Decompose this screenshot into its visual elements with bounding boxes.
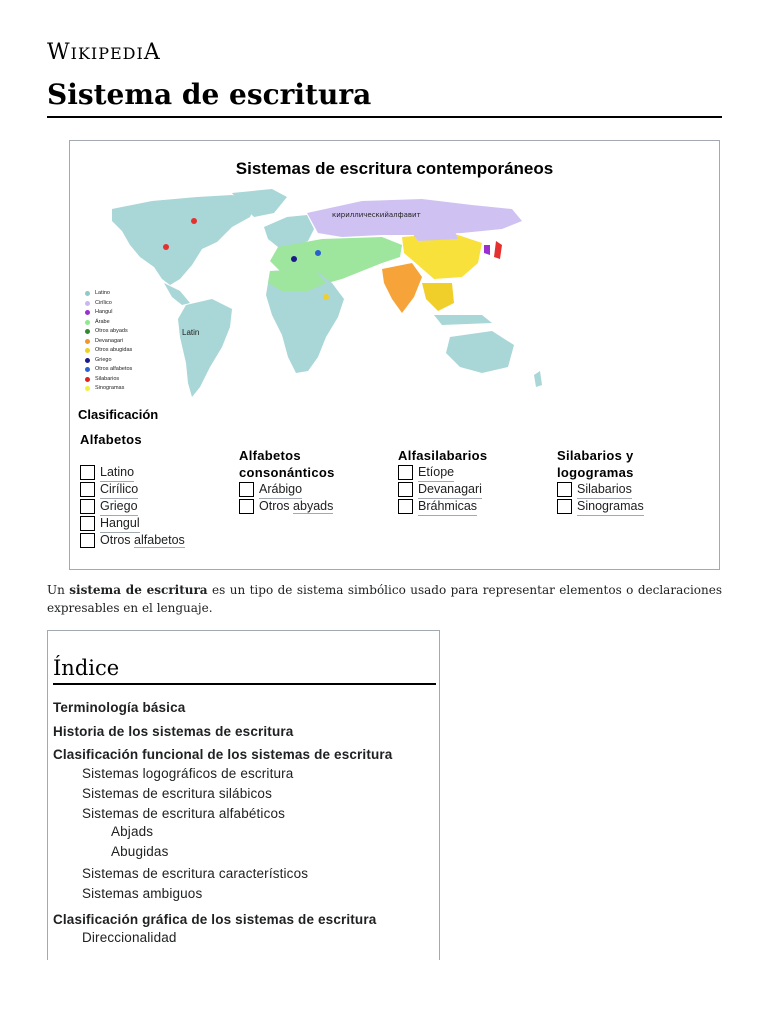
link-hangul[interactable]: Hangul: [100, 515, 140, 533]
legend-label: Otros abyads: [95, 328, 128, 334]
legend-label: Otros abugidas: [95, 347, 133, 353]
toc-item[interactable]: Terminología básica: [53, 700, 186, 715]
legend-swatch: [85, 301, 90, 306]
legend-label: Devanagari: [95, 337, 124, 344]
toc-divider: [53, 683, 436, 685]
toc-title: Índice: [53, 656, 120, 680]
legend-label: Silabarios: [95, 375, 120, 382]
link-otros-alfabetos[interactable]: alfabetos: [134, 533, 185, 547]
otros-prefix: Otros: [259, 499, 294, 513]
toc-item[interactable]: Abugidas: [111, 844, 169, 859]
legend-swatch: [85, 310, 90, 315]
legend-item: [84, 299, 164, 309]
map-label-cyrillic: кириллическийалфавит: [332, 211, 421, 219]
legend-label: Latino: [95, 290, 110, 296]
legend-swatch: [85, 386, 90, 391]
column-heading: Alfabetos: [80, 432, 142, 447]
link-devanagari[interactable]: Devanagari: [418, 481, 482, 499]
legend-label: Griego: [95, 356, 112, 363]
link-arabigo[interactable]: Arábigo: [259, 481, 302, 499]
checkbox-griego[interactable]: [80, 499, 95, 514]
checkbox-otros-abyads[interactable]: [239, 499, 254, 514]
map-canada-dot: [191, 218, 197, 224]
legend-item: [84, 356, 164, 366]
legend-item: [84, 289, 164, 299]
toc-item[interactable]: Historia de los sistemas de escritura: [53, 724, 294, 739]
table-of-contents: [47, 630, 440, 960]
checkbox-latino[interactable]: [80, 465, 95, 480]
link-etiope[interactable]: Etíope: [418, 464, 454, 482]
page-title: Sistema de escritura: [47, 78, 372, 111]
link-silabarios[interactable]: Silabarios: [577, 481, 632, 499]
intro-bold-term: sistema de escritura: [69, 583, 208, 597]
link-brahmicas[interactable]: Bráhmicas: [418, 498, 477, 516]
checkbox-silabarios[interactable]: [557, 482, 572, 497]
legend-swatch: [85, 358, 90, 363]
map-indonesia: [434, 315, 492, 325]
checkbox-otros-alfabetos[interactable]: [80, 533, 95, 548]
link-cirilico[interactable]: Cirílico: [100, 481, 138, 499]
legend-swatch: [85, 339, 90, 344]
map-armenia-dot: [315, 250, 321, 256]
column-heading-line1: Alfabetos: [239, 448, 301, 463]
legend-label: Hangul: [95, 309, 113, 315]
infobox: [69, 140, 720, 570]
toc-item[interactable]: Sistemas ambiguos: [82, 886, 203, 901]
map-cherokee-dot: [163, 244, 169, 250]
toc-item[interactable]: Clasificación funcional de los sistemas de escritura: [53, 747, 393, 762]
column-alfasilabarios: [398, 447, 487, 515]
legend-item: [84, 365, 164, 375]
column-heading: Alfasilabarios: [398, 448, 488, 463]
checkbox-etiope[interactable]: [398, 465, 413, 480]
legend-item: [84, 327, 164, 337]
logo-a: A: [143, 40, 161, 65]
map-north-america: [112, 195, 257, 285]
legend-swatch: [85, 377, 90, 382]
intro-paragraph: [47, 581, 722, 617]
map-ethiopia-dot: [323, 294, 329, 300]
link-otros-abyads[interactable]: abyads: [293, 499, 334, 513]
toc-item[interactable]: Sistemas de escritura característicos: [82, 866, 309, 881]
legend-label: Sinogramas: [95, 385, 125, 391]
legend-item: [84, 346, 164, 356]
wikipedia-logo[interactable]: [47, 40, 161, 65]
map-southeast-asia: [422, 283, 454, 311]
legend-swatch: [85, 320, 90, 325]
legend-item: [84, 375, 164, 385]
checkbox-sinogramas[interactable]: [557, 499, 572, 514]
map-label-latin: Latin: [182, 328, 200, 337]
map-new-zealand: [534, 371, 542, 387]
map-korea: [484, 245, 490, 255]
map-south-america: [178, 299, 232, 397]
column-heading-line1: Silabarios y: [557, 448, 634, 463]
column-silabarios-logogramas: [557, 447, 644, 515]
toc-item[interactable]: Sistemas logográficos de escritura: [82, 766, 294, 781]
checkbox-hangul[interactable]: [80, 516, 95, 531]
map-japan: [494, 241, 502, 259]
legend-swatch: [85, 367, 90, 372]
logo-w: W: [47, 40, 71, 65]
toc-item[interactable]: Direccionalidad: [82, 930, 177, 945]
intro-prefix: Un: [47, 583, 70, 597]
map-india: [382, 263, 422, 313]
legend-label: Cirílico: [95, 299, 112, 306]
column-alfabetos: [80, 431, 185, 549]
otros-abyads-label: [259, 498, 333, 515]
legend-label: Otros alfabetos: [95, 366, 133, 372]
checkbox-arabigo[interactable]: [239, 482, 254, 497]
toc-item[interactable]: Clasificación gráfica de los sistemas de escritura: [53, 912, 377, 927]
legend-item: [84, 318, 164, 328]
intro-suffix: es un tipo de sistema simbólico usado para representar elementos o declaraciones expresables en el lenguaje.: [47, 583, 722, 615]
legend-swatch: [85, 291, 90, 296]
legend-swatch: [85, 348, 90, 353]
checkbox-devanagari[interactable]: [398, 482, 413, 497]
toc-item[interactable]: Sistemas de escritura silábicos: [82, 786, 272, 801]
title-divider: [47, 116, 722, 118]
classification-heading: Clasificación: [78, 407, 159, 422]
link-griego[interactable]: Griego: [100, 498, 138, 516]
toc-item[interactable]: Sistemas de escritura alfabéticos: [82, 806, 286, 821]
legend-item: [84, 308, 164, 318]
toc-item[interactable]: Abjads: [111, 824, 154, 839]
map-australia: [446, 331, 514, 373]
infobox-title: Sistemas de escritura contemporáneos: [235, 159, 554, 178]
link-latino[interactable]: Latino: [100, 464, 134, 482]
map-greece-dot: [291, 256, 297, 262]
checkbox-brahmicas[interactable]: [398, 499, 413, 514]
otros-alfabetos-label: [100, 532, 185, 549]
column-alfabetos-consonanticos: [239, 447, 335, 515]
legend-item: [84, 384, 164, 394]
legend-item: [84, 337, 164, 347]
legend-label: Árabe: [95, 318, 110, 325]
link-sinogramas[interactable]: Sinogramas: [577, 498, 644, 516]
checkbox-cirilico[interactable]: [80, 482, 95, 497]
otros-prefix: Otros: [100, 533, 135, 547]
map-legend: [84, 289, 164, 394]
legend-swatch: [85, 329, 90, 334]
map-central-america: [164, 283, 190, 305]
column-heading-line2: consonánticos: [239, 465, 335, 480]
logo-middle: IKIPEDI: [70, 44, 144, 63]
column-heading-line2: logogramas: [557, 465, 634, 480]
